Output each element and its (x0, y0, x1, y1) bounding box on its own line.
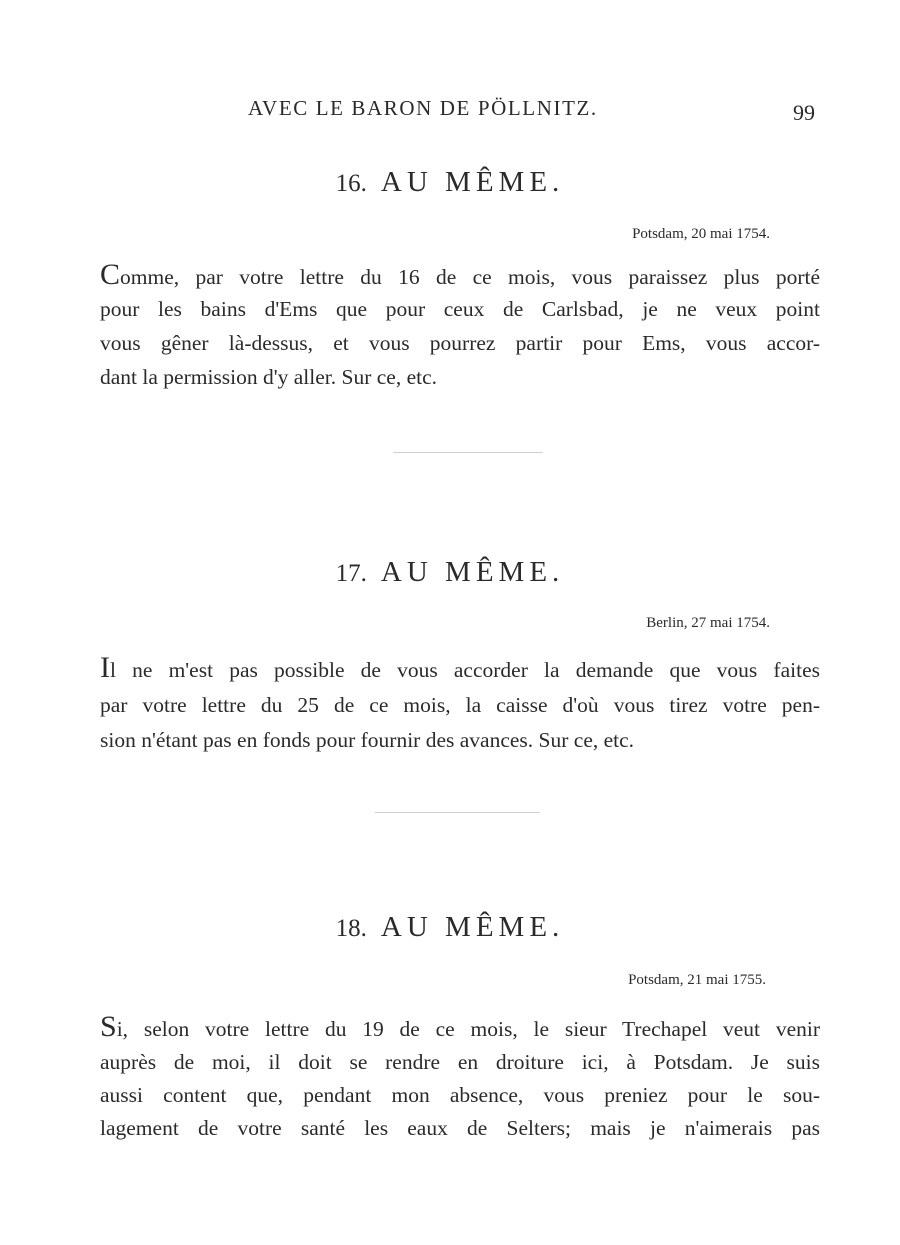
initial-letter: S (100, 1010, 117, 1043)
body-line: sion n'étant pas en fonds pour fournir des avances. Sur ce, etc. (100, 728, 635, 752)
letter-heading-18 (0, 911, 900, 944)
initial-letter: I (100, 651, 110, 684)
dateline: Berlin, 27 mai 1754. (646, 615, 770, 631)
section-divider (375, 812, 540, 813)
section-divider (393, 452, 543, 453)
body-line: Comme, par votre lettre du 16 de ce mois, vous paraissez plus porté (100, 258, 820, 291)
body-line: aussi content que, pendant mon absence, vous preniez pour le sou- (100, 1083, 820, 1107)
dateline: Potsdam, 21 mai 1755. (628, 972, 766, 988)
initial-letter: C (100, 258, 121, 291)
dateline: Potsdam, 20 mai 1754. (632, 226, 770, 242)
body-line: pour les bains d'Ems que pour ceux de Carlsbad, je ne veux point (100, 297, 820, 321)
letter-heading-16 (0, 166, 900, 199)
body-line: auprès de moi, il doit se rendre en droiture ici, à Potsdam. Je suis (100, 1050, 820, 1074)
body-line: vous gêner là-dessus, et vous pourrez partir pour Ems, vous accor- (100, 331, 820, 355)
letter-heading-17 (0, 556, 900, 589)
letter-title: AU MÊME. (380, 556, 565, 588)
letter-number: 18. (335, 915, 367, 942)
body-line: Si, selon votre lettre du 19 de ce mois, le sieur Trechapel veut venir (100, 1010, 820, 1043)
body-line: Il ne m'est pas possible de vous accorder la demande que vous faites (100, 651, 820, 684)
letter-title: AU MÊME. (380, 911, 565, 943)
body-line: par votre lettre du 25 de ce mois, la caisse d'où vous tirez votre pen- (100, 693, 820, 717)
body-line: dant la permission d'y aller. Sur ce, etc. (100, 365, 438, 389)
letter-number: 16. (335, 170, 367, 197)
body-line: lagement de votre santé les eaux de Selters; mais je n'aimerais pas (100, 1116, 820, 1140)
page-number: 99 (793, 100, 815, 125)
running-header: AVEC LE BARON DE PÖLLNITZ. (248, 96, 598, 120)
letter-number: 17. (335, 560, 367, 587)
letter-title: AU MÊME. (380, 166, 565, 198)
